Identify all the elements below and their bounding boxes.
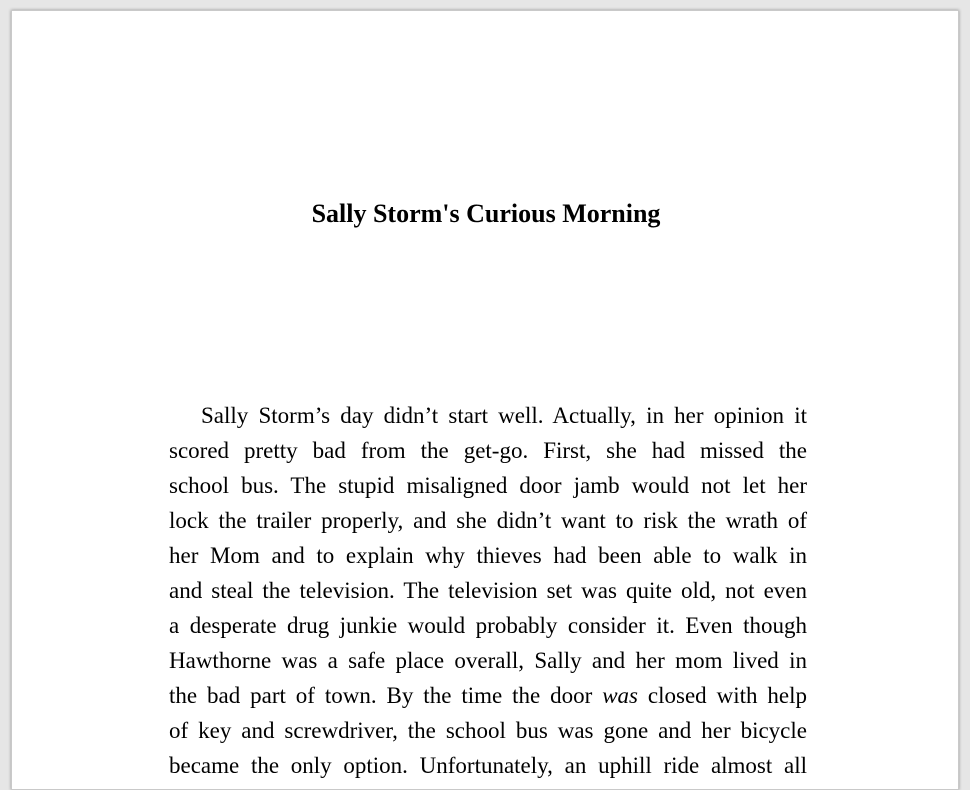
body-text: the bad part of town. By the time the door — [169, 683, 603, 708]
body-text: closed with help — [638, 683, 807, 708]
body-line: lock the trailer properly, and she didn’t want to risk the wrath of — [169, 508, 807, 533]
body-line-with-italic — [169, 678, 807, 713]
document-body — [169, 398, 807, 783]
body-line: Sally Storm’s day didn’t start well. Actually, in her opinion it — [201, 403, 807, 428]
body-line: Hawthorne was a safe place overall, Sally and her mom lived in — [169, 648, 807, 673]
body-line: scored pretty bad from the get-go. First, she had missed the — [169, 438, 807, 463]
body-line: and steal the television. The television set was quite old, not even — [169, 578, 807, 603]
italic-word: was — [602, 683, 638, 708]
body-line: a desperate drug junkie would probably consider it. Even though — [169, 613, 807, 638]
body-line: school bus. The stupid misaligned door jamb would not let her — [169, 473, 807, 498]
document-page — [11, 10, 959, 790]
body-line: of key and screwdriver, the school bus was gone and her bicycle — [169, 718, 807, 743]
body-line: became the only option. Unfortunately, an uphill ride almost all — [169, 753, 807, 778]
body-line: her Mom and to explain why thieves had been able to walk in — [169, 543, 807, 568]
document-title: Sally Storm's Curious Morning — [311, 199, 661, 228]
